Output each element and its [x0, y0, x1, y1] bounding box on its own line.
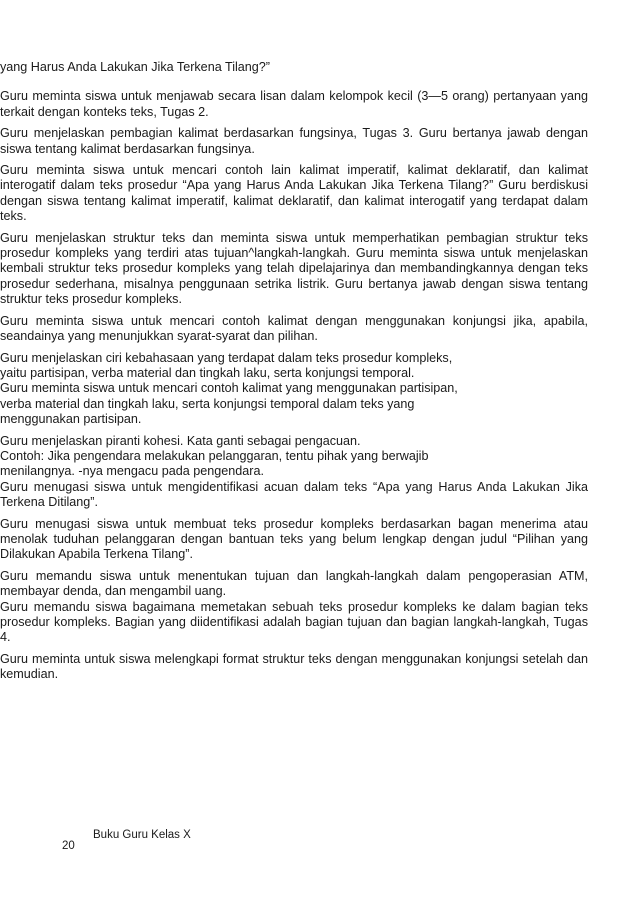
paragraph-text: Guru menugasi siswa untuk membuat teks prosedur kompleks berdasarkan bagan menerima atau menolak tuduhan pelanggaran dengan bantuan teks yang belum lengkap dengan judul “Pilihan yang Dilakukan Apabila Terkena Tilang”. [0, 516, 588, 562]
paragraph [0, 163, 588, 225]
paragraph-text: Guru meminta siswa untuk menjawab secara lisan dalam kelompok kecil (3—5 orang) pertanyaan yang terkait dengan konteks teks, Tugas 2. [0, 89, 588, 119]
paragraph [0, 314, 588, 345]
paragraph-text: Guru menjelaskan piranti kohesi. Kata ganti sebagai pengacuan. [0, 433, 361, 448]
paragraph-text: yang Harus Anda Lakukan Jika Terkena Tilang?” [0, 60, 271, 74]
page-number: 20 [62, 840, 75, 852]
paragraph-text: menggunakan partisipan. [0, 412, 142, 427]
paragraph-text: Guru meminta siswa untuk mencari contoh kalimat yang menggunakan partisipan, [0, 381, 458, 396]
paragraph [0, 60, 588, 75]
paragraph [0, 652, 588, 683]
paragraph-text: Guru memandu siswa untuk menentukan tujuan dan langkah-langkah dalam pengoperasian ATM, membayar denda, dan mengambil uang. [0, 568, 588, 599]
paragraph [0, 126, 588, 157]
paragraph [0, 231, 588, 308]
paragraph [0, 89, 588, 120]
paragraph-text: Guru menugasi siswa untuk mengidentifikasi acuan dalam teks “Apa yang Harus Anda Lakukan Jika Terkena Ditilang”. [0, 479, 588, 510]
paragraph-text: Guru menjelaskan struktur teks dan meminta siswa untuk memperhatikan pembagian struktur teks prosedur kompleks yang terdiri atas tujuan^langkah-langkah. Guru meminta siswa untuk menjelaskan kembali struktur teks prosedur kompleks yang telah dipelajarinya dan membandingkannya dengan teks prosedur sederhana, misalnya penggunaan setrika listrik. Guru bertanya jawab dengan siswa tentang struktur teks prosedur kompleks. [0, 230, 588, 307]
paragraph [0, 434, 588, 511]
footer-book-title: Buku Guru Kelas X [93, 829, 191, 841]
paragraph-text: Guru menjelaskan pembagian kalimat berdasarkan fungsinya, Tugas 3. Guru bertanya jawab dengan siswa tentang kalimat berdasarkan fungsinya. [0, 126, 588, 156]
paragraph-text: Contoh: Jika pengendara melakukan pelanggaran, tentu pihak yang berwajib [0, 448, 429, 463]
paragraph-text: yaitu partisipan, verba material dan tingkah laku, serta konjungsi temporal. [0, 365, 415, 380]
paragraph-text: Guru meminta untuk siswa melengkapi format struktur teks dengan menggunakan konjungsi setelah dan kemudian. [0, 651, 588, 682]
paragraph-text: Guru memandu siswa bagaimana memetakan sebuah teks prosedur kompleks ke dalam bagian teks prosedur kompleks. Bagian yang diidentifikasi adalah bagian tujuan dan bagian langkah-langkah, Tugas 4. [0, 599, 588, 645]
paragraph-text: verba material dan tingkah laku, serta konjungsi temporal dalam teks yang [0, 396, 415, 411]
paragraph [0, 517, 588, 563]
paragraph-text: Guru menjelaskan ciri kebahasaan yang terdapat dalam teks prosedur kompleks, [0, 350, 453, 365]
paragraph-text: Guru meminta siswa untuk mencari contoh kalimat dengan menggunakan konjungsi jika, apabila, seandainya yang menunjukkan syarat-syarat dan pilihan. [0, 313, 588, 344]
body-text [0, 60, 588, 689]
paragraph-text: menilangnya. -nya mengacu pada pengendara. [0, 464, 264, 479]
paragraph-text: Guru meminta siswa untuk mencari contoh lain kalimat imperatif, kalimat deklaratif, dan kalimat interogatif dalam teks prosedur “Apa yang Harus Anda Lakukan Jika Terkena Tilang?” Guru berdiskusi dengan siswa tentang kalimat imperatif, kalimat deklaratif, dan kalimat interogatif yang terdapat dalam teks. [0, 163, 588, 224]
paragraph [0, 351, 588, 428]
paragraph [0, 569, 588, 646]
